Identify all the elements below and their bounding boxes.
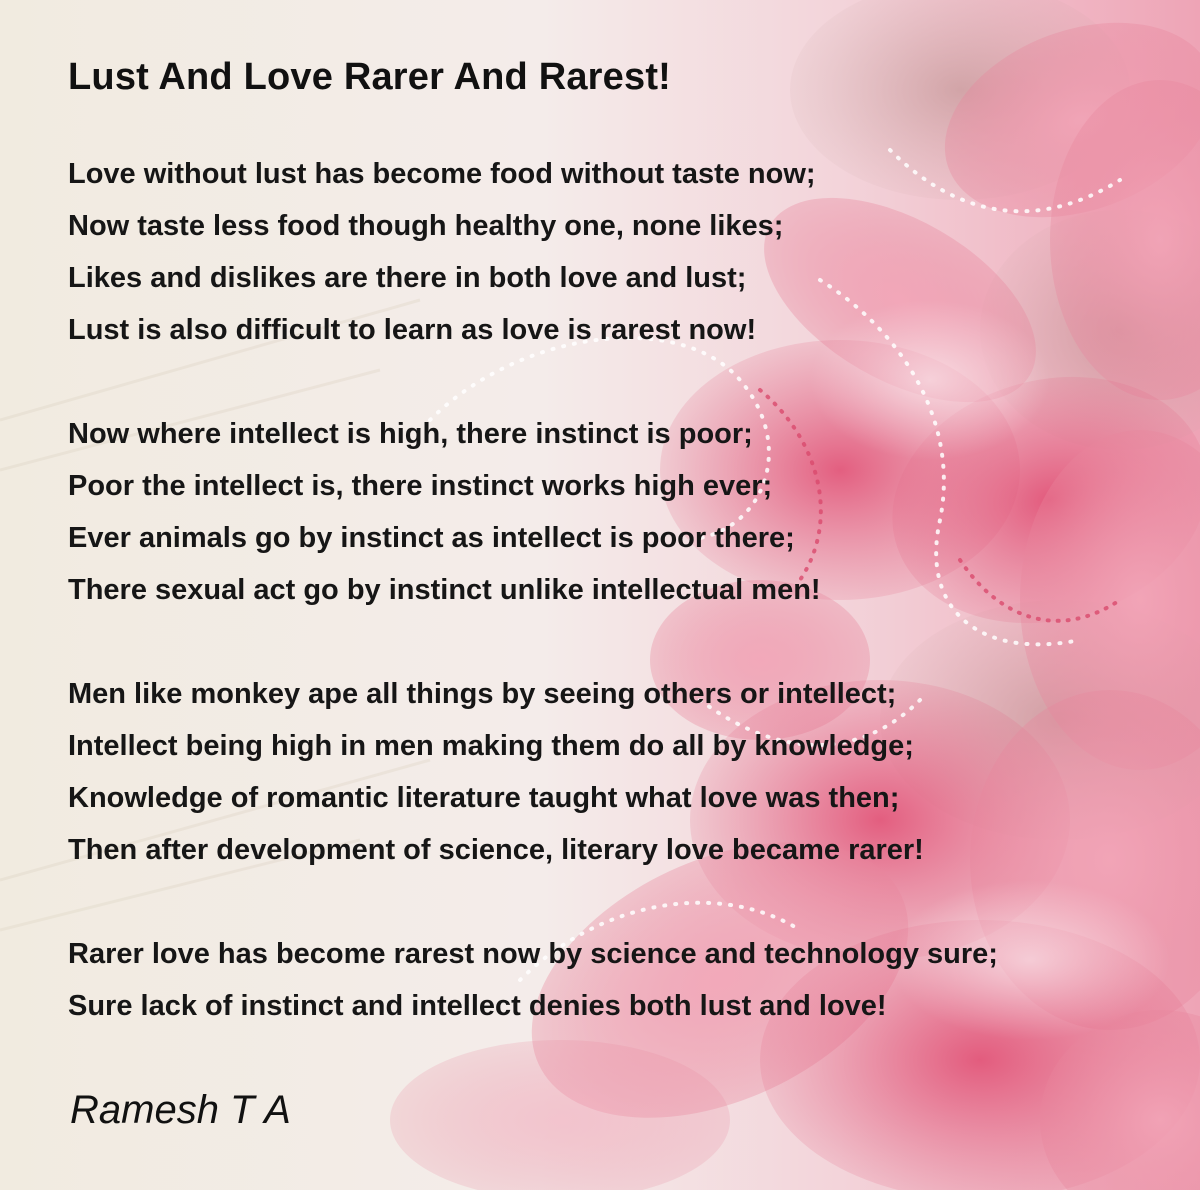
poem-content	[68, 52, 1168, 1032]
stanza	[68, 668, 1168, 876]
poem-line: There sexual act go by instinct unlike intellectual men!	[68, 574, 821, 606]
poem-line: Men like monkey ape all things by seeing others or intellect;	[68, 678, 897, 710]
poem-line: Now where intellect is high, there instinct is poor;	[68, 418, 753, 450]
stanza	[68, 408, 1168, 616]
poem-line: Love without lust has become food without taste now;	[68, 158, 816, 190]
poem-line: Knowledge of romantic literature taught what love was then;	[68, 782, 900, 814]
poem-line: Ever animals go by instinct as intellect is poor there;	[68, 522, 795, 554]
poem-line: Likes and dislikes are there in both love and lust;	[68, 262, 747, 294]
stanza	[68, 148, 1168, 356]
poem-line: Rarer love has become rarest now by science and technology sure;	[68, 938, 998, 970]
poem-line: Sure lack of instinct and intellect denies both lust and love!	[68, 990, 887, 1022]
poem-line: Intellect being high in men making them do all by knowledge;	[68, 730, 914, 762]
poem-line: Then after development of science, literary love became rarer!	[68, 834, 924, 866]
poem-body	[68, 148, 1168, 1032]
poem-line: Now taste less food though healthy one, none likes;	[68, 210, 784, 242]
poem-title: Lust And Love Rarer And Rarest!	[68, 56, 672, 98]
poem-line: Poor the intellect is, there instinct works high ever;	[68, 470, 773, 502]
poem-line: Lust is also difficult to learn as love is rarest now!	[68, 314, 757, 346]
poem-author: Ramesh T A	[70, 1088, 291, 1132]
stanza	[68, 928, 1168, 1032]
